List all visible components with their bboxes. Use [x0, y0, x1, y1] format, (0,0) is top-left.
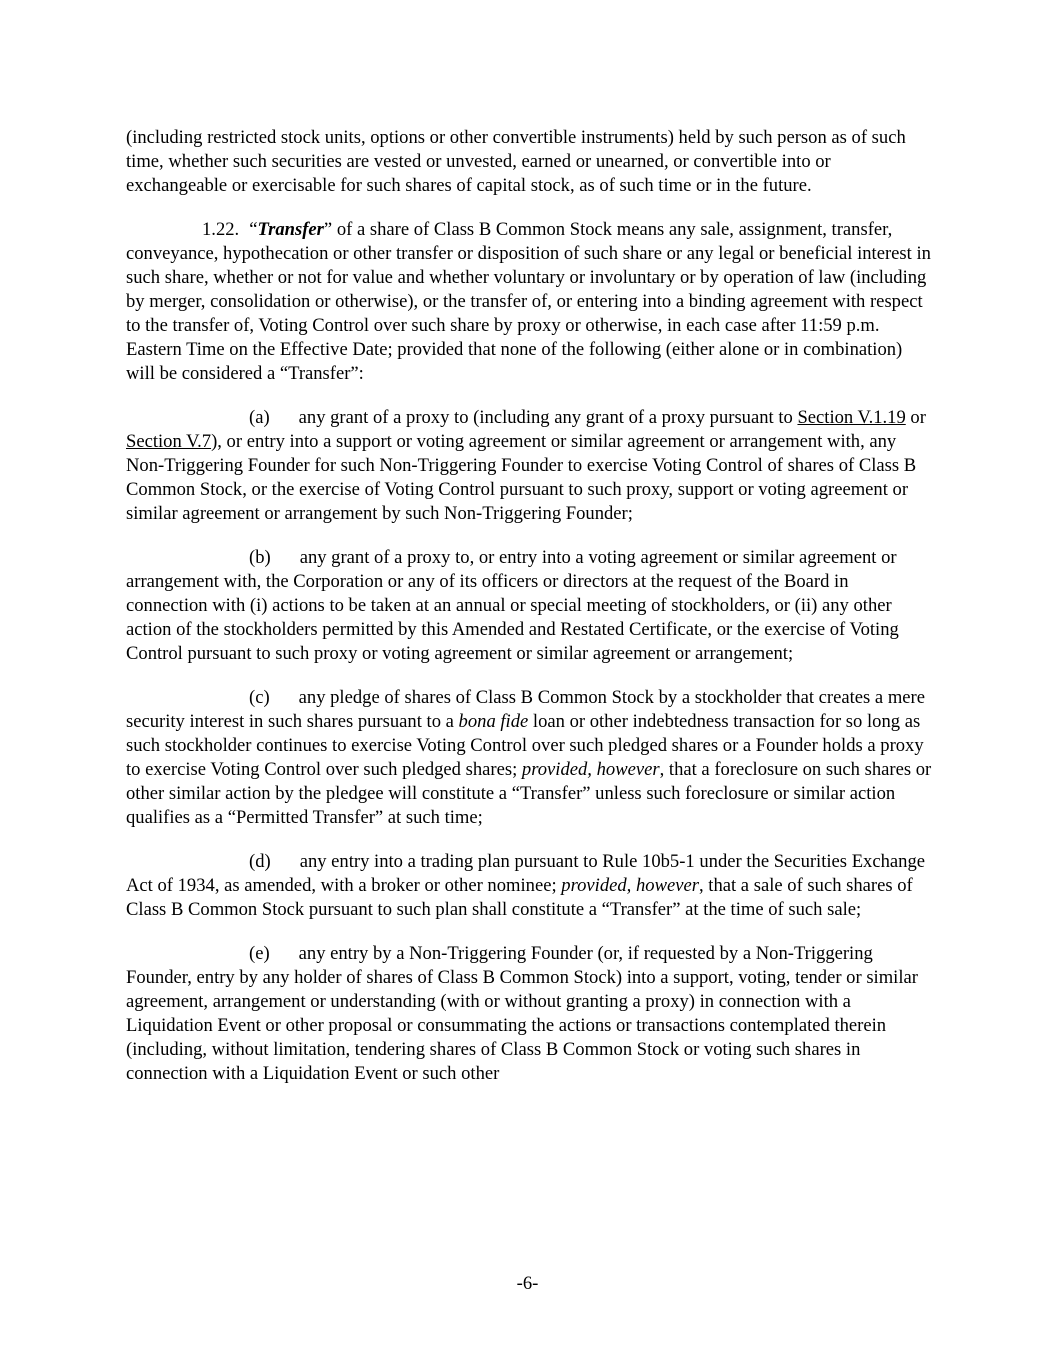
page-number: -6-: [516, 1273, 539, 1294]
clause-label: (c): [249, 687, 270, 708]
clause-label: (d): [249, 851, 271, 872]
section-reference-link[interactable]: Section V.7: [126, 431, 212, 452]
clause-label: (e): [249, 943, 270, 964]
section-1-22: 1.22. “Transfer” of a share of Class B Common Stock means any sale, assignment, transfer, conveyance, hypothecation or other transfer or disposition of such share or any legal or beneficial interest in such share, whether or not for value and whether voluntary or involuntary or by operation of law (including by merger, consolidation or otherwise), or the transfer of, or entering into a binding agreement with respect to the transfer of, Voting Control over such share by proxy or otherwise, in each case after 11:59 p.m. Eastern Time on the Effective Date; provided that none of the following (either alone or in combination) will be considered a “Transfer”:: [126, 219, 931, 384]
clause-e: (e) any entry by a Non-Triggering Founder (or, if requested by a Non-Triggering Founder, entry by any holder of shares of Class B Common Stock) into a support, voting, tender or similar agreement, arrangement or understanding (with or without granting a proxy) in connection with a Liquidation Event or other proposal or consummating the actions or transactions contemplated therein (including, without limitation, tendering shares of Class B Common Stock or voting such shares in connection with a Liquidation Event or such other: [126, 943, 918, 1084]
section-number: 1.22.: [202, 219, 240, 240]
clause-label: (a): [249, 407, 270, 428]
clause-b: (b) any grant of a proxy to, or entry into a voting agreement or similar agreement or arrangement with, the Corporation or any of its officers or directors at the request of the Board in connection with (i) actions to be taken at an annual or special meeting of stockholders, or (ii) any other action of the stockholders permitted by this Amended and Restated Certificate, or the exercise of Voting Control pursuant to such proxy or voting agreement or similar agreement or arrangement;: [126, 547, 899, 664]
paragraph-continuation: (including restricted stock units, options or other convertible instruments) held by such person as of such time, whether such securities are vested or unvested, earned or unearned, or convertible into or exchangeable or exercisable for such shares of capital stock, as of such time or in the future.: [126, 127, 906, 196]
clause-a: (a) any grant of a proxy to (including any grant of a proxy pursuant to Section V.1.19 or Section V.7), or entry into a support or voting agreement or similar agreement or arrangement with, any Non-Triggering Founder for such Non-Triggering Founder to exercise Voting Control of shares of Class B Common Stock, or the exercise of Voting Control pursuant to such proxy, support or voting agreement or similar agreement or arrangement by such Non-Triggering Founder;: [126, 407, 926, 524]
clause-c: (c) any pledge of shares of Class B Common Stock by a stockholder that creates a mere security interest in such shares pursuant to a bona fide loan or other indebtedness transaction for so long as such stockholder continues to exercise Voting Control over such pledged shares or a Founder holds a proxy to exercise Voting Control over such pledged shares; provided, however, that a foreclosure on such shares or other similar action by the pledgee will constitute a “Transfer” unless such foreclosure or similar action qualifies as a “Permitted Transfer” at such time;: [126, 687, 932, 828]
document-body: [126, 126, 934, 1106]
section-reference-link[interactable]: Section V.1.19: [797, 407, 906, 428]
clause-label: (b): [249, 547, 271, 568]
clause-d: (d) any entry into a trading plan pursuant to Rule 10b5-1 under the Securities Exchange Act of 1934, as amended, with a broker or other nominee; provided, however, that a sale of such shares of Class B Common Stock pursuant to such plan shall constitute a “Transfer” at the time of such sale;: [126, 851, 925, 920]
defined-term: Transfer: [257, 219, 324, 240]
